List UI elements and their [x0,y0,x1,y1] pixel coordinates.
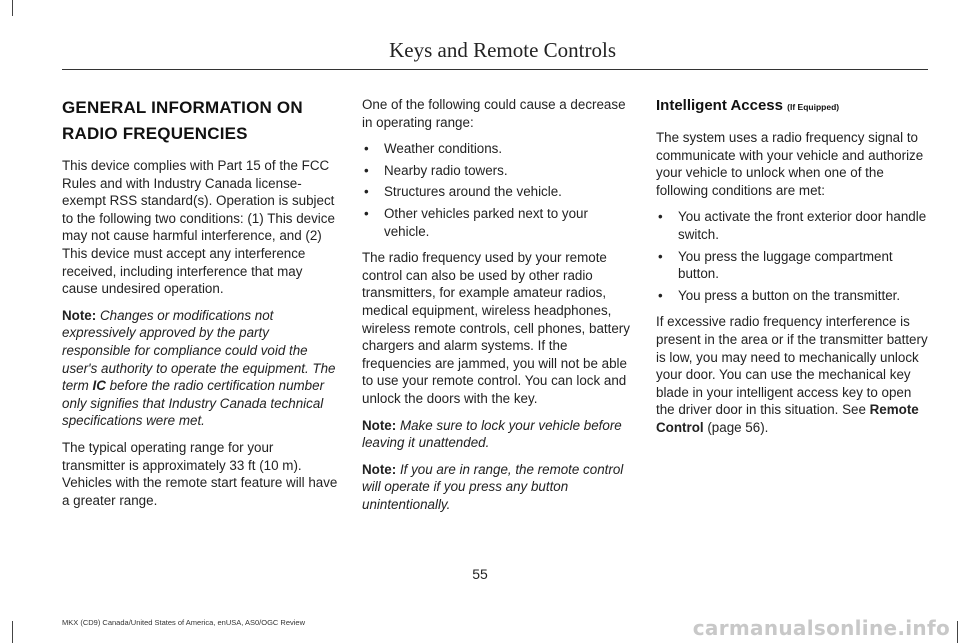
page-number: 55 [472,566,488,582]
interference-text: If excessive radio frequency interference is present in the area or if the transmitter battery is low, you may need to mechanically unlock your door. You can use the mechanical key blade in your intelligent access key to open the driver door in this situation. See [656,314,928,418]
note-label: Note: [362,417,397,433]
remote-control-reference-link[interactable]: Remote Control [656,402,919,435]
page-header [62,28,928,70]
list-item: • Nearby radio towers. [362,162,632,180]
fcc-compliance-paragraph: This device complies with Part 15 of the FCC Rules and with Industry Canada license-exempt RSS standard(s). Operation is subject to the following two conditions: (1) This device may not cause harmful interference, and (2) This device must accept any interference received, including interference that may cause undesired operation. [62,158,335,297]
range-factors-list [362,140,632,240]
note-lock-paragraph [362,417,632,452]
unlock-conditions-list [656,208,928,304]
crop-mark-top-left [12,0,13,16]
note-paragraph [62,307,338,430]
note-text-part1: Changes or modifications not expressively approved by the party responsible for compliance could void the user's authority to operate the equipment. The term [62,307,336,394]
interference-paragraph [656,313,928,436]
range-decrease-intro: One of the following could cause a decrease in operating range: [362,97,626,130]
note-label: Note: [62,307,97,323]
section-heading-line1: GENERAL INFORMATION ON [62,98,303,117]
operating-range-paragraph: The typical operating range for your transmitter is approximately 33 ft (10 m). Vehicles with the remote start feature will have a greater range. [62,439,338,508]
crop-mark-bottom-left [12,621,13,643]
column-left [62,96,338,518]
list-item: • Other vehicles parked next to your vehicle. [362,205,632,240]
list-item: • Weather conditions. [362,140,632,158]
footer-meta: MKX (CD9) Canada/United States of America, enUSA, AS0/OGC Review [62,618,306,627]
list-item: • Structures around the vehicle. [362,183,632,201]
frequency-paragraph: The radio frequency used by your remote control can also be used by other radio transmitters, for example amateur radios, medical equipment, wireless headphones, wireless remote controls, cell phones, battery chargers and alarm systems. If the frequencies are jammed, you will not be able to use your remote control. You can lock and unlock the doors with the key. [362,250,630,406]
heading-text: Intelligent Access [656,97,783,114]
note-range-paragraph [362,461,632,514]
reference-page: (page 56). [707,419,769,435]
note-lock-text: Make sure to lock your vehicle before leaving it unattended. [362,417,622,451]
crop-mark-bottom-right [957,621,958,643]
list-item: • You press the luggage compartment button. [656,248,928,283]
intelligent-access-intro: The system uses a radio frequency signal to communicate with your vehicle and authorize your vehicle to unlock when one of the following conditions are met: [656,130,924,198]
note-label: Note: [362,461,397,477]
list-item: • You press a button on the transmitter. [656,287,928,305]
note-range-text: If you are in range, the remote control will operate if you press any button unintentionally. [362,461,624,512]
intelligent-access-heading [656,96,928,117]
list-item: • You activate the front exterior door handle switch. [656,208,928,243]
page-title: Keys and Remote Controls [389,38,616,62]
column-right [656,96,928,446]
note-term: IC [92,378,106,394]
column-middle [362,96,632,522]
heading-qualifier: (If Equipped) [787,102,840,112]
watermark: carmanualsonline.info [692,616,950,640]
note-text-part2: before the radio certification number only signifies that Industry Canada technical specifications were met. [62,378,325,429]
section-heading-line2: RADIO FREQUENCIES [62,124,248,143]
